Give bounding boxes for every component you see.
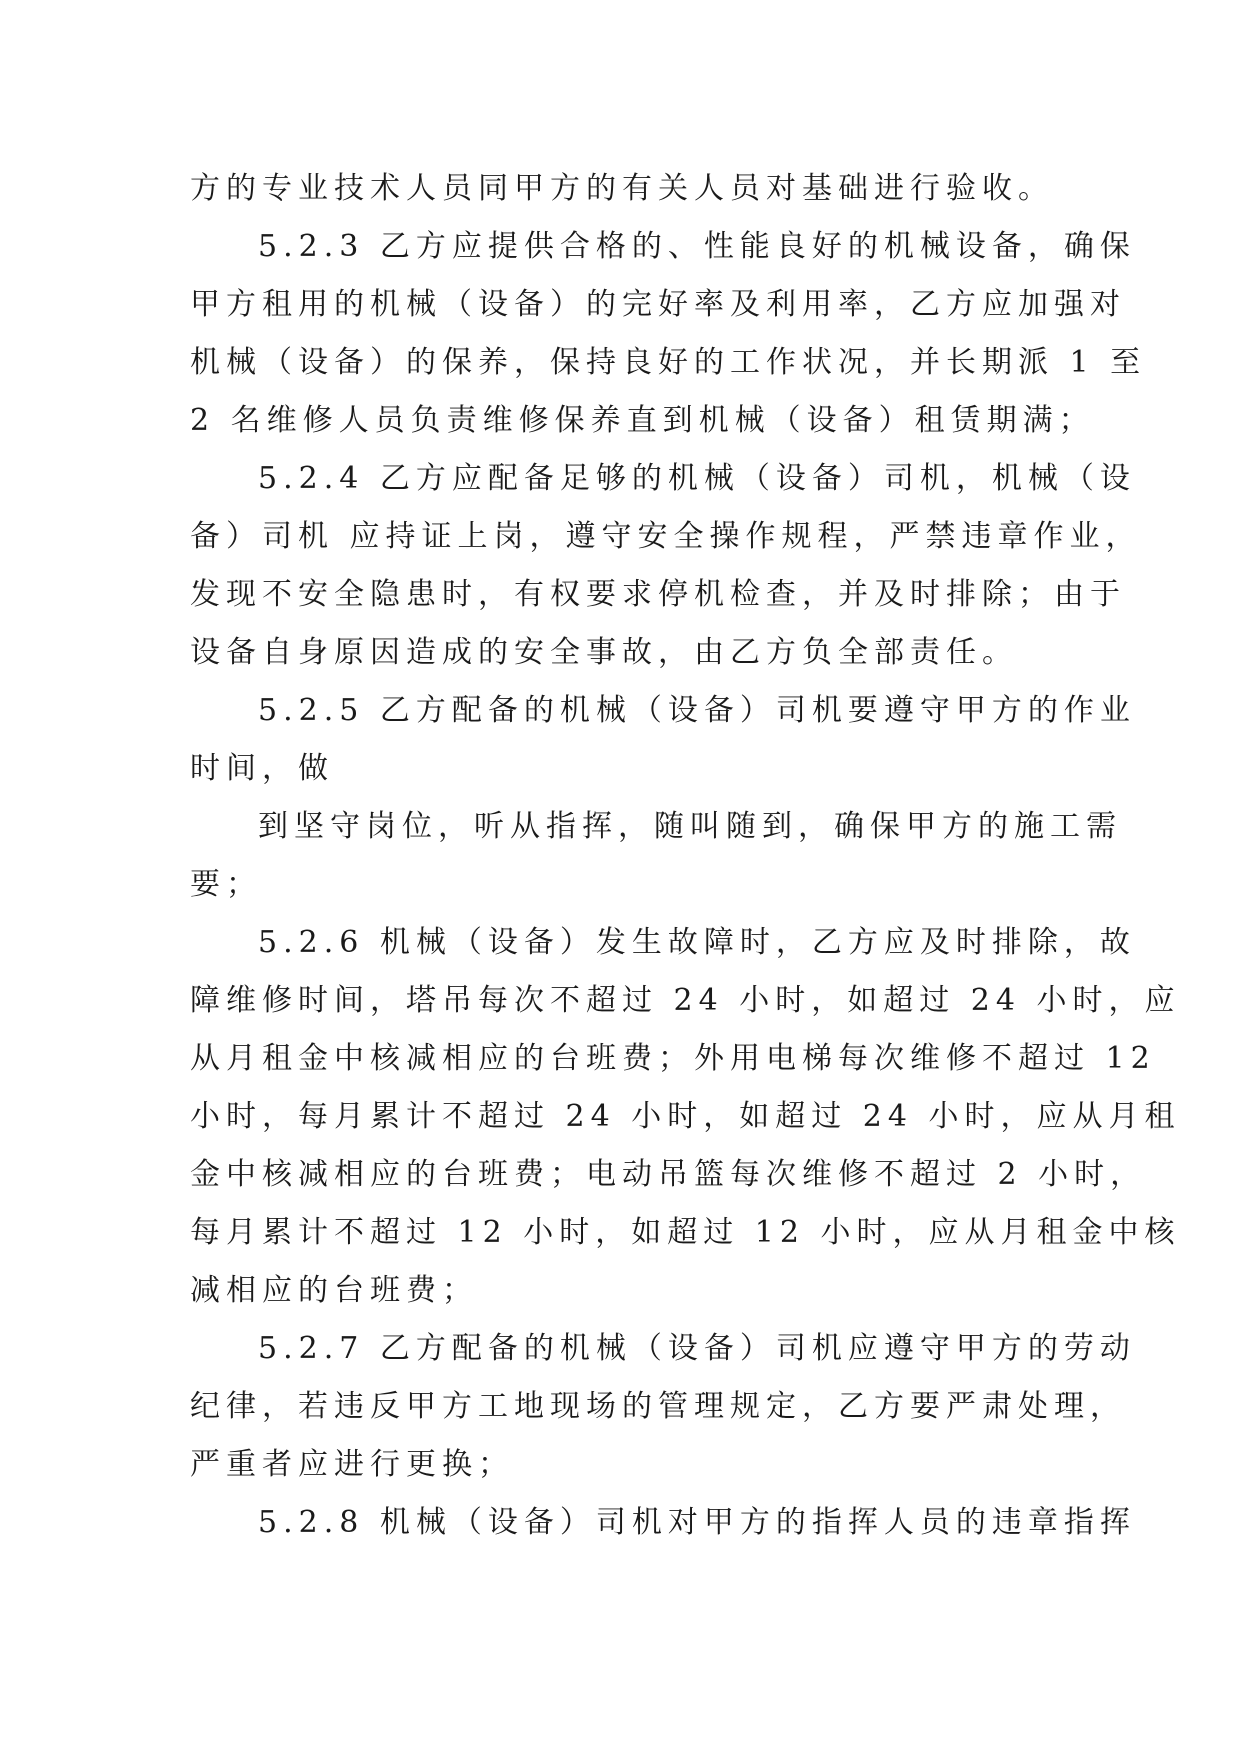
text-line: 小时，每月累计不超过 24 小时，如超过 24 小时，应从月租 [190,1099,1181,1134]
document-body [190,160,1181,1552]
text-line: 时间，做 [190,751,334,786]
text-line: 5.2.8 机械（设备）司机对甲方的指挥人员的违章指挥 [258,1505,1136,1540]
text-line: 5.2.7 乙方配备的机械（设备）司机应遵守甲方的劳动 [258,1331,1136,1366]
text-line: 5.2.6 机械（设备）发生故障时，乙方应及时排除，故 [258,925,1136,960]
text-line: 5.2.5 乙方配备的机械（设备）司机要遵守甲方的作业 [258,693,1136,728]
text-line: 甲方租用的机械（设备）的完好率及利用率，乙方应加强对 [190,287,1126,322]
text-line: 每月累计不超过 12 小时，如超过 12 小时，应从月租金中核 [190,1215,1181,1250]
paragraph-5-2-3 [190,218,1147,450]
text-line: 从月租金中核减相应的台班费；外用电梯每次维修不超过 12 [190,1041,1156,1076]
text-line: 纪律，若违反甲方工地现场的管理规定，乙方要严肃处理， [190,1389,1126,1424]
paragraph-5-2-4 [190,450,1142,682]
paragraph-continuation [190,160,1060,218]
text-line: 方的专业技术人员同甲方的有关人员对基础进行验收。 [190,171,1054,206]
text-line: 2 名维修人员负责维修保养直到机械（设备）租赁期满； [190,403,1095,438]
paragraph-5-2-8 [190,1494,1136,1552]
text-line: 5.2.3 乙方应提供合格的、性能良好的机械设备，确保 [258,229,1136,264]
text-line: 5.2.4 乙方应配备足够的机械（设备）司机，机械（设 [258,461,1136,496]
text-line: 减相应的台班费； [190,1273,478,1308]
paragraph-5-2-7 [190,1320,1136,1494]
text-line: 障维修时间，塔吊每次不超过 24 小时，如超过 24 小时，应 [190,983,1181,1018]
paragraph-5-2-5 [190,682,1136,798]
text-line: 严重者应进行更换； [190,1447,514,1482]
text-line: 要； [190,867,262,902]
text-line: 到坚守岗位，听从指挥，随叫随到，确保甲方的施工需 [258,809,1122,844]
text-line: 设备自身原因造成的安全事故，由乙方负全部责任。 [190,635,1018,670]
paragraph-5-2-5-continued [190,798,1122,914]
text-line: 发现不安全隐患时，有权要求停机检查，并及时排除；由于 [190,577,1126,612]
text-line: 机械（设备）的保养，保持良好的工作状况，并长期派 1 至 [190,345,1147,380]
paragraph-5-2-6 [190,914,1181,1320]
text-line: 备）司机 应持证上岗，遵守安全操作规程，严禁违章作业， [190,519,1142,554]
text-line: 金中核减相应的台班费；电动吊篮每次维修不超过 2 小时， [190,1157,1147,1192]
